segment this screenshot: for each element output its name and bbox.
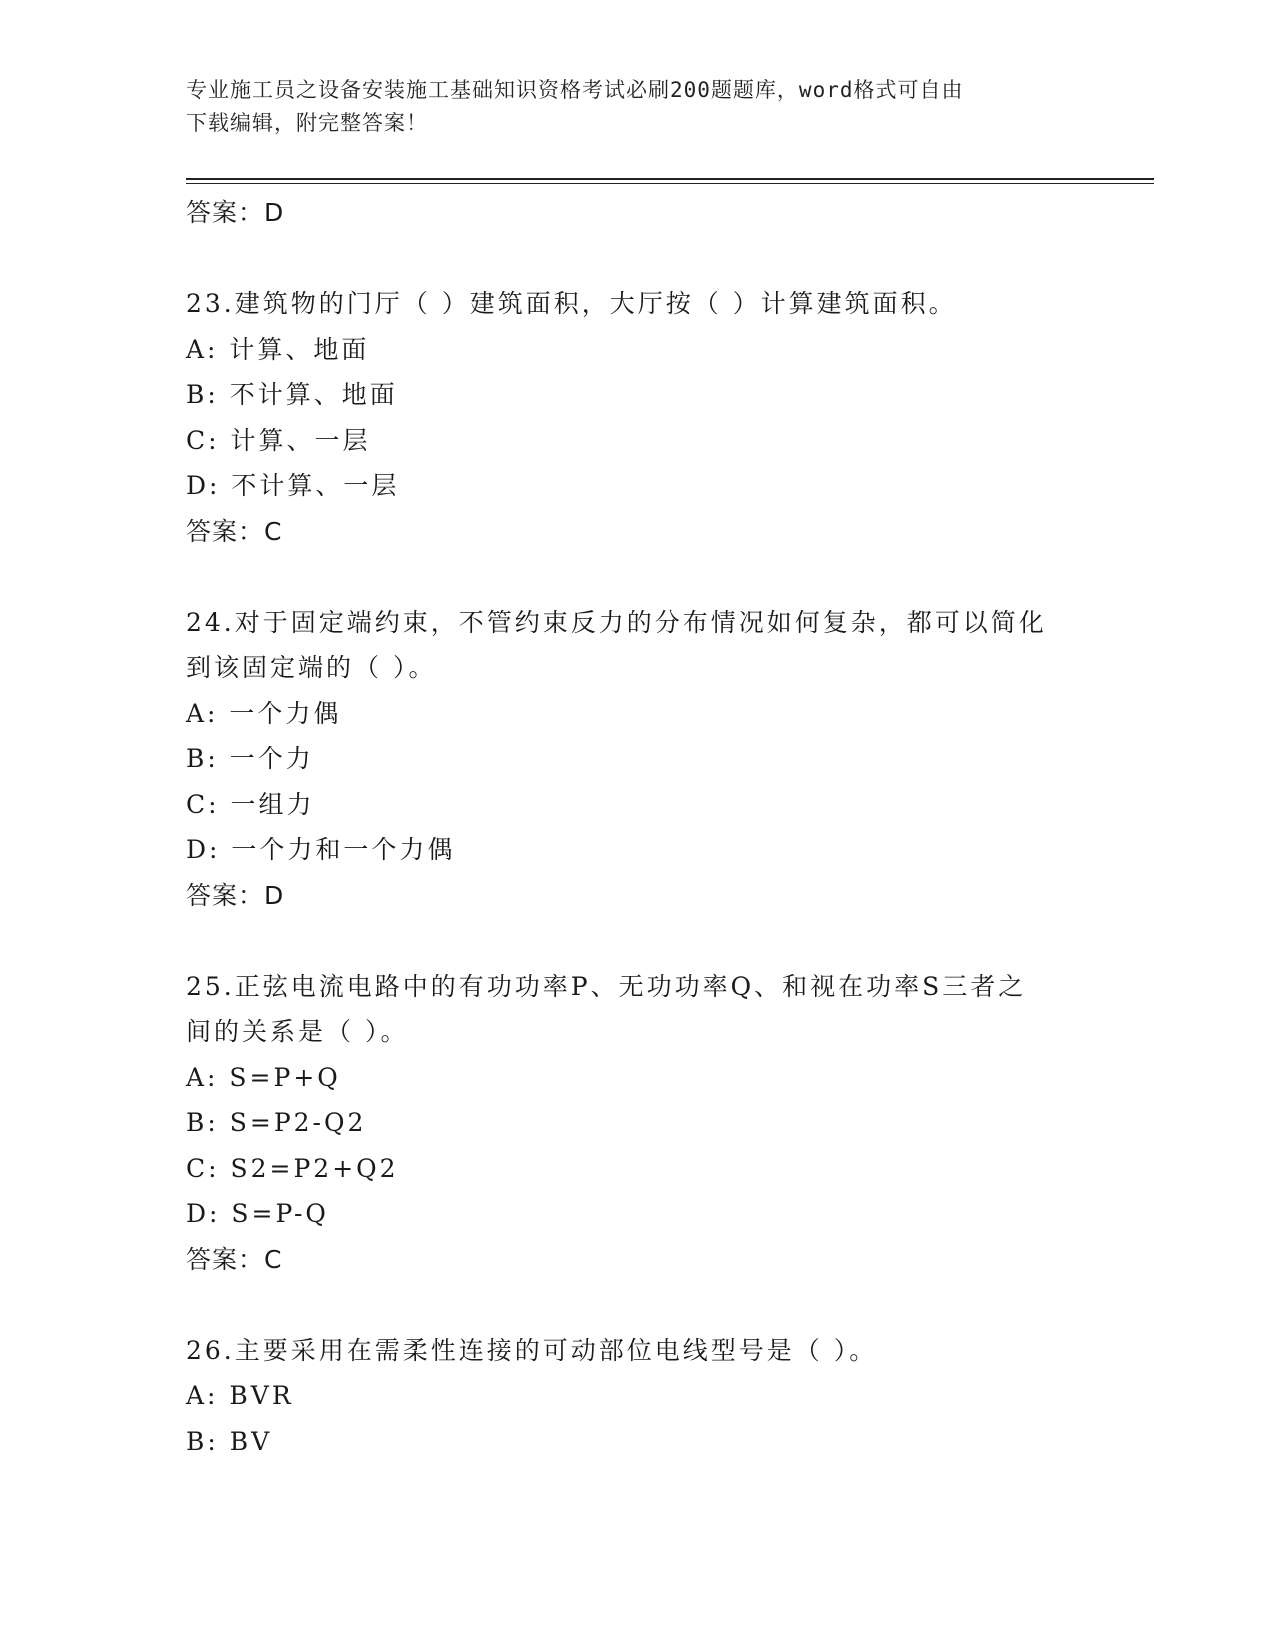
option-b: B: 一个力 bbox=[186, 744, 314, 773]
spacer bbox=[186, 1282, 1086, 1328]
question-stem: 24.对于固定端约束，不管约束反力的分布情况如何复杂，都可以简化 bbox=[186, 607, 1047, 637]
option-b: B: BV bbox=[186, 1426, 273, 1456]
question-list bbox=[186, 190, 1086, 1464]
header-divider-thick bbox=[186, 178, 1154, 180]
option-d: D: S=P-Q bbox=[186, 1199, 329, 1228]
question-stem: 23.建筑物的门厅（ ）建筑面积，大厅按（ ）计算建筑面积。 bbox=[186, 289, 957, 318]
question-stem: 25.正弦电流电路中的有功功率P、无功功率Q、和视在功率S三者之 bbox=[186, 971, 1027, 1001]
header-line-2: 下载编辑，附完整答案！ bbox=[186, 111, 428, 135]
option-a: A: 一个力偶 bbox=[186, 698, 342, 728]
option-d: D: 不计算、一层 bbox=[186, 471, 400, 500]
option-b: B: 不计算、地面 bbox=[186, 380, 398, 409]
document-header bbox=[186, 74, 1076, 140]
header-line-1: 专业施工员之设备安装施工基础知识资格考试必刷200题题库，word格式可自由 bbox=[186, 78, 964, 102]
question-stem-continued: 到该固定端的（ ）。 bbox=[186, 653, 437, 682]
option-c: C: 计算、一层 bbox=[186, 425, 371, 455]
option-a: A: S=P+Q bbox=[186, 1062, 341, 1092]
answer-line: 答案：D bbox=[186, 880, 285, 910]
header-divider-thin bbox=[186, 183, 1154, 184]
option-c: C: 一组力 bbox=[186, 789, 315, 819]
option-d: D: 一个力和一个力偶 bbox=[186, 835, 456, 864]
question-stem: 26.主要采用在需柔性连接的可动部位电线型号是（ ）。 bbox=[186, 1335, 878, 1365]
option-a: A: 计算、地面 bbox=[186, 334, 370, 364]
question-stem-continued: 间的关系是（ ）。 bbox=[186, 1017, 409, 1046]
question-item bbox=[186, 1328, 1086, 1465]
spacer bbox=[186, 554, 1086, 600]
question-item bbox=[186, 281, 1086, 554]
question-item bbox=[186, 600, 1086, 919]
answer-line: 答案：C bbox=[186, 1244, 283, 1274]
question-item bbox=[186, 964, 1086, 1283]
spacer bbox=[186, 918, 1086, 964]
option-b: B: S=P2-Q2 bbox=[186, 1108, 367, 1137]
answer-line: 答案：C bbox=[186, 516, 283, 546]
spacer bbox=[186, 236, 1086, 282]
option-a: A: BVR bbox=[186, 1381, 294, 1410]
answer-line: 答案：D bbox=[186, 198, 285, 227]
option-c: C: S2=P2+Q2 bbox=[186, 1153, 399, 1183]
